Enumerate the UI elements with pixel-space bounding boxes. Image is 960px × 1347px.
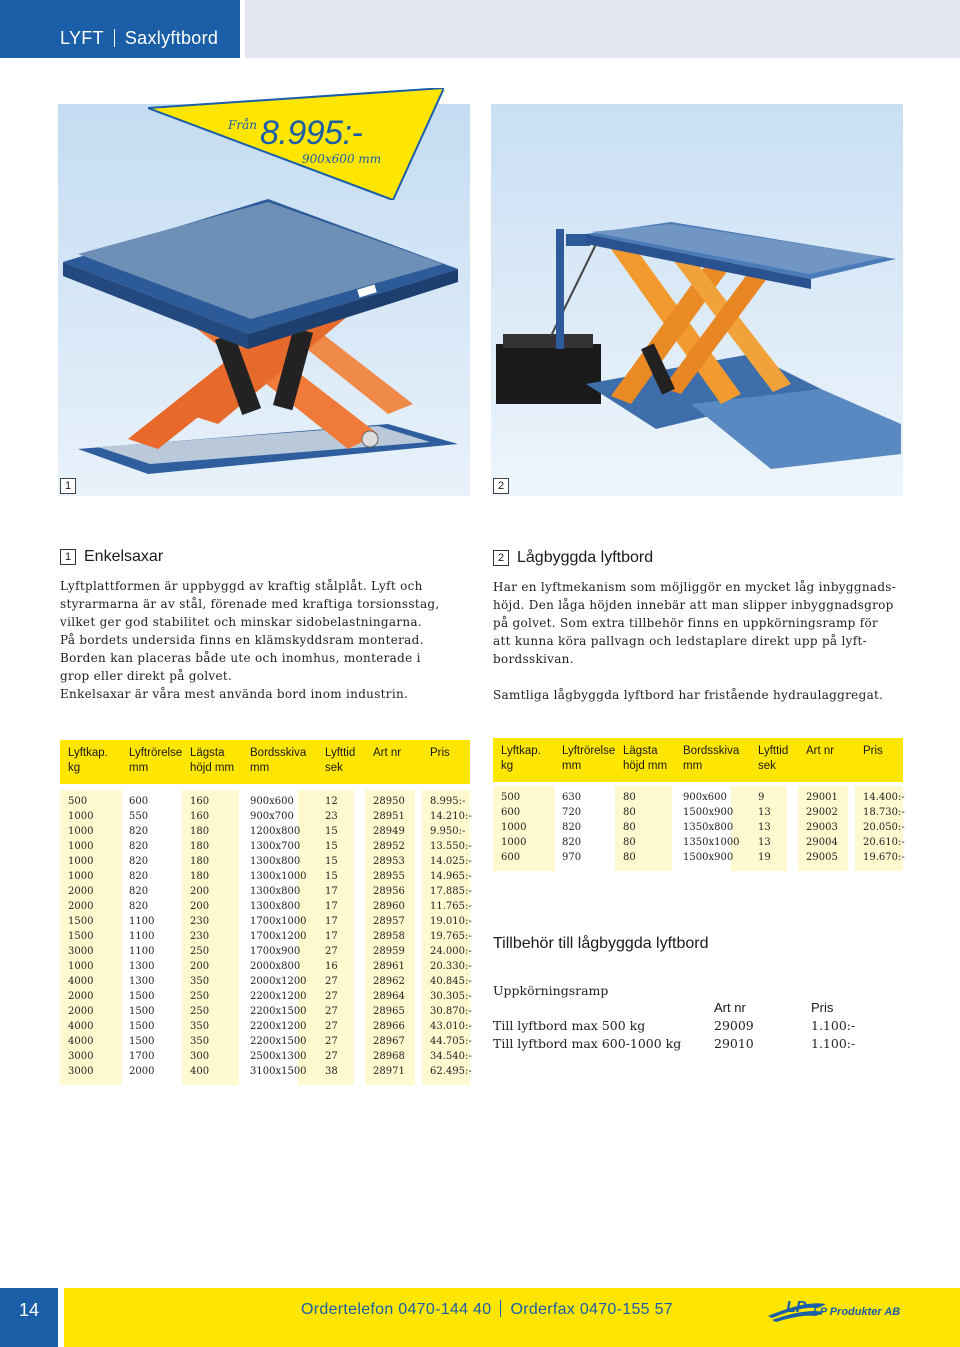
table-cell: 820 — [562, 837, 582, 848]
table-cell: 29002 — [806, 807, 838, 818]
table-row — [60, 884, 470, 899]
table-cell: 350 — [190, 976, 210, 987]
section-2-title: Lågbyggda lyftbord — [517, 549, 654, 566]
column-header-line: Lyftrörelse — [562, 745, 616, 757]
text-line: På bordets undersida finns en klämskyddsram monterad. — [60, 633, 424, 647]
table-cell: 44.705:- — [430, 1036, 472, 1047]
column-header-line: Lyfttid — [325, 747, 356, 759]
table-cell: 13 — [758, 837, 771, 848]
table-cell: 1350x800 — [683, 822, 734, 833]
table-cell: 9 — [758, 792, 765, 803]
column-header-line: Lägsta — [623, 745, 658, 757]
table-cell: 20.050:- — [863, 822, 905, 833]
table-cell: 180 — [190, 826, 210, 837]
table-cell: 2200x1200 — [250, 1021, 307, 1032]
price-from-label: Från — [228, 118, 257, 132]
table-row — [60, 824, 470, 839]
table-cell: 29003 — [806, 822, 838, 833]
table-cell: 2200x1200 — [250, 991, 307, 1002]
header-band — [245, 0, 960, 58]
table-body — [60, 790, 470, 1085]
section-1-text — [60, 577, 465, 703]
table-row — [493, 835, 903, 850]
column-header — [863, 744, 883, 759]
table-cell: 200 — [190, 961, 210, 972]
table-row — [493, 850, 903, 865]
table-cell: 1300x800 — [250, 856, 301, 867]
table-cell: 1500 — [129, 1021, 155, 1032]
table-body — [493, 786, 903, 871]
table-cell: 600 — [501, 807, 521, 818]
accessory-price: 1.100:- — [811, 1036, 856, 1051]
price-value: 8.995:- — [260, 114, 363, 152]
table-cell: 17 — [325, 886, 338, 897]
table-cell: 80 — [623, 852, 636, 863]
table-row — [60, 974, 470, 989]
section-2-number: 2 — [493, 550, 509, 566]
table-cell: 1300x700 — [250, 841, 301, 852]
column-header-unit: mm — [129, 762, 149, 774]
column-header-unit: höjd mm — [623, 760, 668, 772]
table-cell: 1000 — [501, 822, 527, 833]
column-header-line: Pris — [863, 745, 883, 757]
table-row — [60, 944, 470, 959]
table-cell: 28952 — [373, 841, 405, 852]
table-cell: 28971 — [373, 1066, 405, 1077]
table-cell: 80 — [623, 792, 636, 803]
table-cell: 30.870:- — [430, 1006, 472, 1017]
table-cell: 23 — [325, 811, 338, 822]
table-cell: 1350x1000 — [683, 837, 740, 848]
table-cell: 1000 — [68, 841, 94, 852]
table-cell: 28968 — [373, 1051, 405, 1062]
table-cell: 27 — [325, 1021, 338, 1032]
table-cell: 2500x1300 — [250, 1051, 307, 1062]
table-cell: 17 — [325, 901, 338, 912]
table-cell: 1300 — [129, 976, 155, 987]
table-cell: 12 — [325, 796, 338, 807]
table-cell: 1500 — [129, 1006, 155, 1017]
table-cell: 820 — [562, 822, 582, 833]
table-cell: 820 — [129, 901, 149, 912]
table-cell: 19 — [758, 852, 771, 863]
table-cell: 1300 — [129, 961, 155, 972]
table-cell: 970 — [562, 852, 582, 863]
table-cell: 27 — [325, 976, 338, 987]
table-cell: 1300x1000 — [250, 871, 307, 882]
table-cell: 180 — [190, 841, 210, 852]
section-1-title: Enkelsaxar — [84, 548, 164, 565]
table-cell: 19.010:- — [430, 916, 472, 927]
order-divider — [500, 1300, 501, 1317]
table-cell: 28959 — [373, 946, 405, 957]
table-cell: 820 — [129, 826, 149, 837]
table-cell: 600 — [501, 852, 521, 863]
table-cell: 43.010:- — [430, 1021, 472, 1032]
page-title — [60, 28, 218, 49]
table-row — [60, 1019, 470, 1034]
column-header-line: Lägsta — [190, 747, 225, 759]
column-header-line: Bordsskiva — [683, 745, 740, 757]
table-cell: 400 — [190, 1066, 210, 1077]
table-cell: 13 — [758, 822, 771, 833]
table-cell: 29001 — [806, 792, 838, 803]
accessory-art: 29010 — [714, 1036, 754, 1051]
table-cell: 28964 — [373, 991, 405, 1002]
table-row — [60, 989, 470, 1004]
order-phone: Ordertelefon 0470-144 40 — [301, 1301, 492, 1318]
table-cell: 1000 — [68, 856, 94, 867]
table-cell: 350 — [190, 1021, 210, 1032]
table-cell: 900x600 — [683, 792, 727, 803]
column-header — [758, 744, 788, 774]
table-cell: 8.995:- — [430, 796, 466, 807]
table-row — [493, 805, 903, 820]
table-cell: 28966 — [373, 1021, 405, 1032]
table-cell: 14.400:- — [863, 792, 905, 803]
table-cell: 1300x800 — [250, 901, 301, 912]
table-cell: 9.950:- — [430, 826, 466, 837]
text-line: höjd. Den låga höjden innebär att man slipper inbyggnadsgrop — [493, 598, 894, 612]
table-cell: 230 — [190, 916, 210, 927]
column-header — [683, 744, 739, 774]
column-header — [562, 744, 615, 774]
table-cell: 28962 — [373, 976, 405, 987]
table-cell: 200 — [190, 901, 210, 912]
table-row — [60, 1034, 470, 1049]
table-cell: 200 — [190, 886, 210, 897]
column-header — [68, 746, 108, 776]
column-header-unit: mm — [562, 760, 582, 772]
table-cell: 28957 — [373, 916, 405, 927]
column-header-line: Lyftrörelse — [129, 747, 183, 759]
table-cell: 1200x800 — [250, 826, 301, 837]
table-cell: 38 — [325, 1066, 338, 1077]
table-row — [60, 959, 470, 974]
table-cell: 28950 — [373, 796, 405, 807]
table-cell: 1700 — [129, 1051, 155, 1062]
accessory-art: 29009 — [714, 1018, 754, 1033]
table-cell: 28949 — [373, 826, 405, 837]
text-line: vilket ger god stabilitet och minskar sidobelastningarna. — [60, 615, 422, 629]
table-row — [60, 899, 470, 914]
table-cell: 1700x900 — [250, 946, 301, 957]
column-header — [250, 746, 306, 776]
table-cell: 28958 — [373, 931, 405, 942]
text-line: bordsskivan. — [493, 652, 574, 666]
table-cell: 160 — [190, 796, 210, 807]
table-cell: 80 — [623, 837, 636, 848]
photo-number-2: 2 — [493, 478, 509, 494]
section-2-heading — [493, 549, 653, 567]
order-contact — [301, 1300, 673, 1319]
table-cell: 1000 — [68, 961, 94, 972]
text-line: att kunna köra pallvagn och ledstaplare direkt upp på lyft- — [493, 634, 867, 648]
table-cell: 13.550:- — [430, 841, 472, 852]
table-cell: 3000 — [68, 1066, 94, 1077]
order-fax: Orderfax 0470-155 57 — [510, 1301, 673, 1318]
table-cell: 2000x800 — [250, 961, 301, 972]
table-cell: 27 — [325, 946, 338, 957]
page-number: 14 — [18, 1300, 40, 1320]
table-cell: 720 — [562, 807, 582, 818]
table-row — [60, 914, 470, 929]
table-cell: 29004 — [806, 837, 838, 848]
table-cell: 1500 — [129, 991, 155, 1002]
text-line: på golvet. Som extra tillbehör finns en uppkörningsramp för — [493, 616, 879, 630]
table-row — [60, 929, 470, 944]
column-header-unit: mm — [683, 760, 703, 772]
table-cell: 13 — [758, 807, 771, 818]
column-header — [623, 744, 667, 774]
table-cell: 250 — [190, 946, 210, 957]
table-cell: 34.540:- — [430, 1051, 472, 1062]
table-row — [60, 809, 470, 824]
section-1-heading — [60, 548, 163, 566]
table-cell: 1300x800 — [250, 886, 301, 897]
table-cell: 250 — [190, 991, 210, 1002]
table-row — [60, 839, 470, 854]
price-callout — [148, 88, 444, 200]
table-cell: 16 — [325, 961, 338, 972]
table-cell: 28951 — [373, 811, 405, 822]
table-cell: 62.495:- — [430, 1066, 472, 1077]
price-dimensions: 900x600 mm — [302, 152, 382, 166]
table-cell: 2000 — [68, 991, 94, 1002]
table-cell: 15 — [325, 826, 338, 837]
column-header-line: Lyftkap. — [68, 747, 108, 759]
text-line: Enkelsaxar är våra mest använda bord inom industrin. — [60, 687, 409, 701]
table-cell: 27 — [325, 1036, 338, 1047]
column-header-line: Lyftkap. — [501, 745, 541, 757]
table-cell: 19.765:- — [430, 931, 472, 942]
accessory-name: Till lyftbord max 500 kg — [493, 1018, 646, 1033]
table-cell: 3000 — [68, 946, 94, 957]
table-cell: 1000 — [68, 811, 94, 822]
table-cell: 2000 — [68, 901, 94, 912]
column-header-unit: mm — [250, 762, 270, 774]
low-profile-price-table — [493, 738, 903, 878]
text-line: styrarmarna är av stål, förenade med kraftiga torsionsstag, — [60, 597, 440, 611]
accessories-price-header: Pris — [811, 1000, 834, 1015]
column-header — [190, 746, 234, 776]
table-cell: 29005 — [806, 852, 838, 863]
table-cell: 15 — [325, 871, 338, 882]
table-cell: 2200x1500 — [250, 1036, 307, 1047]
table-cell: 28953 — [373, 856, 405, 867]
column-header-unit: kg — [68, 762, 81, 774]
header-title: Saxlyftbord — [124, 28, 219, 48]
column-header-line: Lyfttid — [758, 745, 789, 757]
table-cell: 2000 — [68, 1006, 94, 1017]
table-cell: 1000 — [501, 837, 527, 848]
table-cell: 1100 — [129, 916, 155, 927]
accessory-name: Till lyftbord max 600-1000 kg — [493, 1036, 682, 1051]
table-cell: 350 — [190, 1036, 210, 1047]
table-cell: 27 — [325, 1051, 338, 1062]
table-cell: 28960 — [373, 901, 405, 912]
section-1-number: 1 — [60, 549, 76, 565]
table-row — [60, 869, 470, 884]
table-header — [60, 740, 470, 784]
table-cell: 3000 — [68, 1051, 94, 1062]
column-header-unit: sek — [325, 762, 343, 774]
accessories-heading: Tillbehör till lågbyggda lyftbord — [493, 935, 709, 952]
table-cell: 40.845:- — [430, 976, 472, 987]
table-cell: 820 — [129, 886, 149, 897]
column-header — [373, 746, 401, 761]
table-cell: 900x600 — [250, 796, 294, 807]
photo-number-1: 1 — [60, 478, 76, 494]
table-cell: 19.670:- — [863, 852, 905, 863]
single-scissor-price-table — [60, 740, 470, 1090]
table-cell: 28956 — [373, 886, 405, 897]
table-cell: 80 — [623, 822, 636, 833]
text-line: Borden kan placeras både ute och inomhus, monterade i — [60, 651, 421, 665]
section-2-text — [493, 578, 913, 704]
table-cell: 2200x1500 — [250, 1006, 307, 1017]
table-cell: 14.025:- — [430, 856, 472, 867]
header-section: LYFT — [60, 28, 104, 48]
section-2-note: Samtliga lågbyggda lyftbord har fristående hydraulaggregat. — [493, 688, 884, 702]
table-cell: 1700x1200 — [250, 931, 307, 942]
table-cell: 820 — [129, 841, 149, 852]
table-cell: 4000 — [68, 976, 94, 987]
table-cell: 2000x1200 — [250, 976, 307, 987]
table-cell: 20.330:- — [430, 961, 472, 972]
column-header — [129, 746, 182, 776]
table-cell: 1700x1000 — [250, 916, 307, 927]
table-cell: 4000 — [68, 1036, 94, 1047]
table-cell: 900x700 — [250, 811, 294, 822]
table-cell: 28965 — [373, 1006, 405, 1017]
table-cell: 1500 — [68, 931, 94, 942]
table-cell: 15 — [325, 841, 338, 852]
table-cell: 1500 — [68, 916, 94, 927]
table-cell: 1000 — [68, 871, 94, 882]
table-cell: 600 — [129, 796, 149, 807]
table-cell: 27 — [325, 991, 338, 1002]
column-header — [501, 744, 541, 774]
column-header — [325, 746, 355, 776]
logo-mark: LP — [786, 1299, 807, 1316]
table-cell: 300 — [190, 1051, 210, 1062]
table-cell: 15 — [325, 856, 338, 867]
table-header — [493, 738, 903, 782]
column-header-unit: sek — [758, 760, 776, 772]
table-cell: 2000 — [68, 886, 94, 897]
table-cell: 1500 — [129, 1036, 155, 1047]
photo-low-profile-lift — [491, 104, 903, 496]
table-cell: 820 — [129, 856, 149, 867]
table-cell: 24.000:- — [430, 946, 472, 957]
column-header-line: Pris — [430, 747, 450, 759]
column-header-line: Bordsskiva — [250, 747, 307, 759]
table-cell: 630 — [562, 792, 582, 803]
table-cell: 550 — [129, 811, 149, 822]
table-row — [493, 820, 903, 835]
column-header-line: Art nr — [806, 745, 835, 757]
column-header-line: Art nr — [373, 747, 402, 759]
table-cell: 2000 — [129, 1066, 155, 1077]
table-cell: 30.305:- — [430, 991, 472, 1002]
column-header — [430, 746, 450, 761]
table-cell: 230 — [190, 931, 210, 942]
table-cell: 500 — [68, 796, 88, 807]
column-header-unit: kg — [501, 760, 514, 772]
table-cell: 1100 — [129, 931, 155, 942]
table-row — [60, 1064, 470, 1079]
table-cell: 20.610:- — [863, 837, 905, 848]
table-row — [60, 1049, 470, 1064]
table-cell: 3100x1500 — [250, 1066, 307, 1077]
table-cell: 27 — [325, 1006, 338, 1017]
table-cell: 17 — [325, 916, 338, 927]
table-row — [60, 854, 470, 869]
table-cell: 80 — [623, 807, 636, 818]
column-header-unit: höjd mm — [190, 762, 235, 774]
accessories-art-header: Art nr — [714, 1000, 746, 1015]
table-cell: 28955 — [373, 871, 405, 882]
table-cell: 28967 — [373, 1036, 405, 1047]
column-header — [806, 744, 834, 759]
table-cell: 160 — [190, 811, 210, 822]
text-line: Har en lyftmekanism som möjliggör en mycket låg inbyggnads- — [493, 580, 897, 594]
table-row — [493, 790, 903, 805]
table-cell: 1100 — [129, 946, 155, 957]
logo-text: LP Produkter AB — [813, 1306, 901, 1318]
table-cell: 11.765:- — [430, 901, 472, 912]
table-row — [60, 1004, 470, 1019]
table-cell: 4000 — [68, 1021, 94, 1032]
table-cell: 28961 — [373, 961, 405, 972]
table-cell: 17 — [325, 931, 338, 942]
table-cell: 18.730:- — [863, 807, 905, 818]
accessories-subtitle: Uppkörningsramp — [493, 983, 609, 998]
text-line: grop eller direkt på golvet. — [60, 669, 233, 683]
table-cell: 1000 — [68, 826, 94, 837]
table-cell: 14.210:- — [430, 811, 472, 822]
table-cell: 180 — [190, 871, 210, 882]
text-line: Lyftplattformen är uppbyggd av kraftig stålplåt. Lyft och — [60, 579, 423, 593]
header-divider — [114, 29, 115, 47]
table-cell: 17.885:- — [430, 886, 472, 897]
table-row — [60, 794, 470, 809]
accessory-price: 1.100:- — [811, 1018, 856, 1033]
table-cell: 14.965:- — [430, 871, 472, 882]
table-cell: 1500x900 — [683, 807, 734, 818]
table-cell: 820 — [129, 871, 149, 882]
table-cell: 250 — [190, 1006, 210, 1017]
table-cell: 180 — [190, 856, 210, 867]
table-cell: 1500x900 — [683, 852, 734, 863]
table-cell: 500 — [501, 792, 521, 803]
